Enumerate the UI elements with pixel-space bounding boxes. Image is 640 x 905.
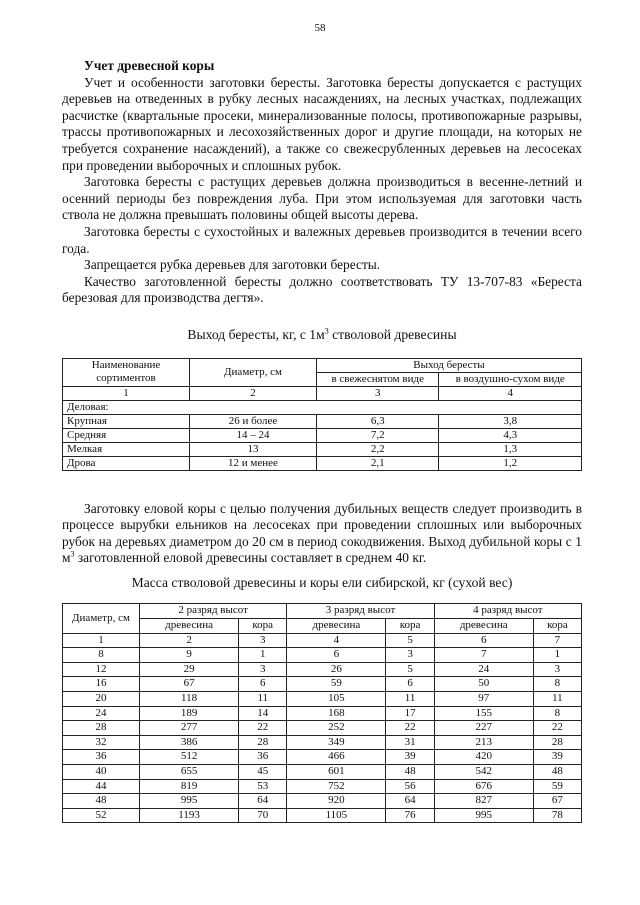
cell: 189: [140, 706, 239, 721]
cell: 6: [386, 677, 434, 692]
cell: 14: [239, 706, 287, 721]
document-body: [62, 58, 582, 823]
table-row: [63, 735, 582, 750]
cell: 118: [140, 692, 239, 707]
header-class3: 3 разряд высот: [287, 604, 434, 619]
paragraph: Учет и особенности заготовки бересты. Заготовка бересты допускается с растущих деревьев на отведенных в рубку лесных насаждениях, на лесных участках, подлежащих расчистке (квартальные просеки, минерализованные полосы, противопожарные разрывы, трассы противопожарных и лесохозяйственных дорог и другие площади, на которых не требуется сохранение насаждений), а также со свежесрубленных деревьев на лесосеках при проведении выборочных и сплошных рубок.: [62, 74, 582, 173]
cell: 28: [63, 721, 140, 736]
header-bark: кора: [533, 619, 581, 634]
cell: 7: [533, 633, 581, 648]
paragraph: Качество заготовленной бересты должно соответствовать ТУ 13-707-83 «Береста березовая для производства дегтя».: [62, 273, 582, 306]
cell: 31: [386, 735, 434, 750]
header-wood: древесина: [140, 619, 239, 634]
cell: 97: [434, 692, 533, 707]
table-row: [63, 692, 582, 707]
spruce-mass-table-body: [63, 633, 582, 823]
cell: 40: [63, 765, 140, 780]
cell: 67: [533, 794, 581, 809]
cell: 2,2: [317, 442, 439, 456]
cell: 8: [63, 648, 140, 663]
header-name: Наименование сортиментов: [63, 358, 190, 386]
cell: 36: [239, 750, 287, 765]
spruce-mass-table: [62, 603, 582, 823]
cell: 12 и менее: [190, 456, 317, 470]
table-row: [63, 765, 582, 780]
cell: 26 и более: [190, 414, 317, 428]
header-diameter: Диаметр, см: [63, 604, 140, 633]
cell: 8: [533, 677, 581, 692]
cell: Дрова: [63, 456, 190, 470]
cell: 6: [239, 677, 287, 692]
table-row: [63, 677, 582, 692]
column-number: 1: [63, 386, 190, 400]
table-row: [63, 442, 582, 456]
cell: 2,1: [317, 456, 439, 470]
cell: 11: [533, 692, 581, 707]
cell: 45: [239, 765, 287, 780]
cell: 1,3: [439, 442, 582, 456]
cell: 5: [386, 633, 434, 648]
cell: 67: [140, 677, 239, 692]
cell: 349: [287, 735, 386, 750]
column-number-row: [63, 633, 582, 648]
table1-caption: Выход бересты, кг, с $1м^3$ стволовой древесины: [187, 326, 457, 342]
cell: 64: [239, 794, 287, 809]
cell: 12: [63, 662, 140, 677]
table-row: [63, 414, 582, 428]
cell: 6,3: [317, 414, 439, 428]
cell: 105: [287, 692, 386, 707]
cell: 28: [533, 735, 581, 750]
cell: 252: [287, 721, 386, 736]
cell: 9: [140, 648, 239, 663]
cell: 827: [434, 794, 533, 809]
cell: 3,8: [439, 414, 582, 428]
table-row: [63, 808, 582, 823]
cell: 386: [140, 735, 239, 750]
cell: 48: [533, 765, 581, 780]
cell: 920: [287, 794, 386, 809]
paragraph: Заготовка бересты с растущих деревьев должна производиться в весенне-летний и осенний периоды без повреждения луба. При этом используемая для заготовки часть ствола не должна превышать половины общей высоты дерева.: [62, 174, 582, 223]
page-number: 58: [314, 22, 326, 34]
cell: 52: [63, 808, 140, 823]
cell: 56: [386, 779, 434, 794]
cell: 1: [239, 648, 287, 663]
cell: 3: [239, 662, 287, 677]
column-number: 3: [317, 386, 439, 400]
cell: 1: [533, 648, 581, 663]
header-fresh: в свежеснятом виде: [317, 372, 439, 386]
cell: 48: [63, 794, 140, 809]
birch-bark-output-table: [62, 358, 582, 471]
table2-caption: Масса стволовой древесины и коры ели сибирской, кг (сухой вес): [131, 574, 513, 590]
paragraph: Заготовка бересты с сухостойных и валежных деревьев производится в течении всего года.: [62, 223, 582, 256]
cell: 76: [386, 808, 434, 823]
cell: 24: [434, 662, 533, 677]
header-bark: кора: [386, 619, 434, 634]
cell: 22: [239, 721, 287, 736]
cell: 512: [140, 750, 239, 765]
section-title: Учет древесной коры: [84, 58, 215, 73]
cell: 28: [239, 735, 287, 750]
cell: Мелкая: [63, 442, 190, 456]
header-bark: кора: [239, 619, 287, 634]
cell: 277: [140, 721, 239, 736]
cell: 3: [386, 648, 434, 663]
cell: 213: [434, 735, 533, 750]
cell: 48: [386, 765, 434, 780]
cell: 6: [434, 633, 533, 648]
cell: 4,3: [439, 428, 582, 442]
cell: 6: [287, 648, 386, 663]
cell: 227: [434, 721, 533, 736]
paragraph: Запрещается рубка деревьев для заготовки бересты.: [84, 257, 381, 273]
cell: 36: [63, 750, 140, 765]
cell: 26: [287, 662, 386, 677]
cell: 819: [140, 779, 239, 794]
cell: 7,2: [317, 428, 439, 442]
cell: 22: [386, 721, 434, 736]
table-row: [63, 721, 582, 736]
cell: 3: [533, 662, 581, 677]
cell: 20: [63, 692, 140, 707]
header-wood: древесина: [287, 619, 386, 634]
cell: 11: [239, 692, 287, 707]
cell: 542: [434, 765, 533, 780]
cell: 2: [140, 633, 239, 648]
cell: 39: [386, 750, 434, 765]
table-row: [63, 706, 582, 721]
cell: 466: [287, 750, 386, 765]
cell: 4: [287, 633, 386, 648]
table-row: [63, 662, 582, 677]
cell: 1: [63, 633, 140, 648]
cell: 53: [239, 779, 287, 794]
cell: 59: [533, 779, 581, 794]
cell: 64: [386, 794, 434, 809]
table-row: [63, 456, 582, 470]
paragraph-spruce-bark: Заготовку еловой коры с целью получения дубильных веществ следует производить в процессе вырубки ельников на лесосеках при проведении сплошных или выборочных рубок на деревьях диаметром до 20 см в период сокодвижения. Выход дубильной коры с 1 $м^3$ заготовленной еловой древесины составляет в среднем 40 кг.: [62, 500, 582, 566]
cell: 5: [386, 662, 434, 677]
cell: 39: [533, 750, 581, 765]
cell: 420: [434, 750, 533, 765]
cell: 995: [140, 794, 239, 809]
cell: 3: [239, 633, 287, 648]
cell: 44: [63, 779, 140, 794]
cell: 70: [239, 808, 287, 823]
table-row: [63, 750, 582, 765]
cell: Средняя: [63, 428, 190, 442]
cell: 17: [386, 706, 434, 721]
table-row: [63, 779, 582, 794]
header-class2: 2 разряд высот: [140, 604, 287, 619]
cell: 676: [434, 779, 533, 794]
table-row: [63, 794, 582, 809]
cell: 22: [533, 721, 581, 736]
cell: 8: [533, 706, 581, 721]
cell: 601: [287, 765, 386, 780]
cell: 1193: [140, 808, 239, 823]
cell: 655: [140, 765, 239, 780]
cell: 1105: [287, 808, 386, 823]
header-diameter: Диаметр, см: [190, 358, 317, 386]
cell: 155: [434, 706, 533, 721]
header-output: Выход бересты: [317, 358, 582, 372]
column-number: 2: [190, 386, 317, 400]
table-row: [63, 428, 582, 442]
group-row: Деловая:: [63, 400, 582, 414]
cell: 1,2: [439, 456, 582, 470]
header-dry: в воздушно-сухом виде: [439, 372, 582, 386]
table-row: [63, 648, 582, 663]
cell: 13: [190, 442, 317, 456]
header-wood: древесина: [434, 619, 533, 634]
cell: Крупная: [63, 414, 190, 428]
cell: 32: [63, 735, 140, 750]
cell: 16: [63, 677, 140, 692]
cell: 29: [140, 662, 239, 677]
cell: 78: [533, 808, 581, 823]
cell: 168: [287, 706, 386, 721]
cell: 995: [434, 808, 533, 823]
column-number: 4: [439, 386, 582, 400]
cell: 59: [287, 677, 386, 692]
cell: 752: [287, 779, 386, 794]
header-class4: 4 разряд высот: [434, 604, 581, 619]
cell: 50: [434, 677, 533, 692]
cell: 7: [434, 648, 533, 663]
cell: 11: [386, 692, 434, 707]
cell: 14 – 24: [190, 428, 317, 442]
cell: 24: [63, 706, 140, 721]
